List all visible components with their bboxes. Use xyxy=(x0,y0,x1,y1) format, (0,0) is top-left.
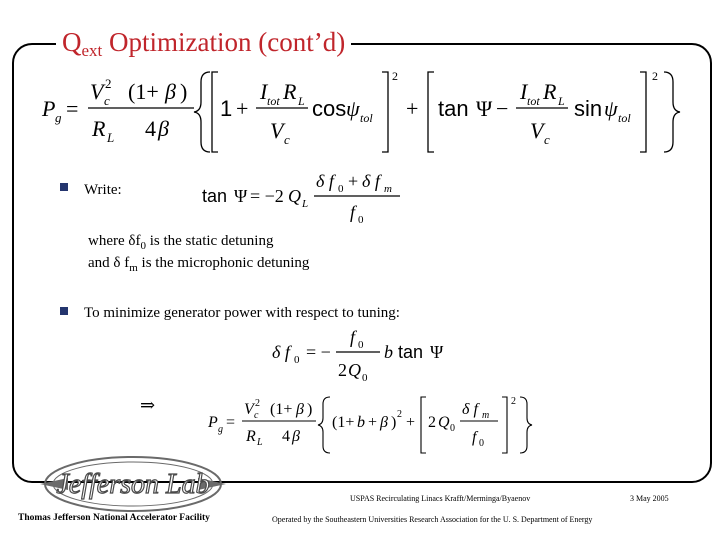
svg-text:tot: tot xyxy=(527,94,540,108)
svg-text:P: P xyxy=(42,96,56,121)
svg-text:β: β xyxy=(158,116,169,141)
svg-text:V: V xyxy=(90,79,104,104)
svg-text:tot: tot xyxy=(267,94,280,108)
svg-text:R: R xyxy=(92,116,106,141)
svg-text:L: L xyxy=(298,94,305,108)
svg-text:sin: sin xyxy=(574,96,603,121)
svg-text:tan: tan xyxy=(202,186,228,206)
svg-text:2: 2 xyxy=(392,69,398,83)
svg-text:c: c xyxy=(284,132,290,147)
svg-text:c: c xyxy=(544,132,550,147)
svg-text:V: V xyxy=(530,118,544,143)
svg-text:P: P xyxy=(208,414,218,431)
svg-text:Ψ: Ψ xyxy=(430,342,444,362)
footer-date: 3 May 2005 xyxy=(630,494,669,503)
svg-text:2: 2 xyxy=(255,398,260,409)
svg-text:+: + xyxy=(236,96,249,121)
svg-text:0: 0 xyxy=(294,354,300,366)
equation-tan-psi xyxy=(200,170,410,233)
svg-text:): ) xyxy=(180,79,188,104)
svg-text:L: L xyxy=(302,198,309,210)
svg-text:δ f: δ f xyxy=(462,401,478,418)
svg-text:cos: cos xyxy=(312,96,347,121)
svg-text:R: R xyxy=(283,79,297,104)
svg-text:m: m xyxy=(384,183,392,195)
svg-text:b: b xyxy=(384,342,393,362)
svg-text:0: 0 xyxy=(450,423,455,434)
detuning-note-microphonic: and δ $f_m$ is the microphonic detuning xyxy=(88,255,310,274)
lab-name: Thomas Jefferson National Accelerator Facility xyxy=(18,513,210,523)
svg-text:δ f: δ f xyxy=(316,171,334,191)
equation-optimized-power xyxy=(206,392,546,461)
equation-generator-power xyxy=(40,66,690,161)
svg-text:c: c xyxy=(254,410,259,421)
footer-operated-by: Operated by the Southeastern Universities Research Association for the U. S. Department of Energy xyxy=(272,515,593,524)
svg-text:4: 4 xyxy=(282,428,290,445)
svg-text:): ) xyxy=(391,414,397,431)
svg-text:0: 0 xyxy=(479,438,484,449)
svg-text:R: R xyxy=(246,428,256,445)
svg-text:4: 4 xyxy=(145,116,156,141)
svg-text:(1+: (1+ xyxy=(332,414,355,431)
svg-text:L: L xyxy=(558,94,565,108)
svg-text:ψ: ψ xyxy=(604,96,618,121)
svg-text:V: V xyxy=(270,118,284,143)
svg-text:tan: tan xyxy=(438,96,469,121)
svg-text:tol: tol xyxy=(618,111,631,125)
svg-text:b: b xyxy=(357,414,365,431)
svg-text:tol: tol xyxy=(360,111,373,125)
svg-text:g: g xyxy=(218,424,223,435)
svg-text:f: f xyxy=(350,202,356,222)
svg-text:−: − xyxy=(496,96,509,121)
svg-text:β: β xyxy=(165,79,176,104)
svg-text:0: 0 xyxy=(358,339,364,351)
equation-optimal-detuning xyxy=(270,326,460,391)
svg-text:2: 2 xyxy=(428,414,436,431)
detuning-note-static: where $\delta f_0$ is the static detuning xyxy=(88,233,274,252)
svg-text:L: L xyxy=(257,437,263,448)
svg-text:0: 0 xyxy=(358,214,364,226)
svg-text:+: + xyxy=(348,171,359,191)
svg-text:+: + xyxy=(406,96,419,121)
bullet-minimize: To minimize generator power with respect to tuning: xyxy=(84,305,400,321)
bullet-write: Write: xyxy=(84,182,122,198)
svg-text:δ f: δ f xyxy=(362,171,380,191)
svg-text:Ψ: Ψ xyxy=(234,186,248,206)
svg-text:m: m xyxy=(482,410,490,421)
svg-text:2: 2 xyxy=(338,360,347,380)
svg-text:Q: Q xyxy=(348,360,361,380)
svg-text:f: f xyxy=(472,429,477,446)
svg-text:2: 2 xyxy=(397,409,402,420)
svg-text:δ f: δ f xyxy=(272,342,290,362)
bullet-marker xyxy=(60,307,68,315)
svg-text:tan: tan xyxy=(398,342,424,362)
svg-text:c: c xyxy=(104,93,110,108)
svg-text:= −2: = −2 xyxy=(250,186,284,206)
svg-text:Q: Q xyxy=(438,414,450,431)
svg-text:0: 0 xyxy=(338,183,344,195)
svg-text:β: β xyxy=(292,428,300,445)
svg-text:Jefferson Lab: Jefferson Lab xyxy=(56,469,210,500)
svg-text:β: β xyxy=(296,401,304,418)
footer-course: USPAS Recirculating Linacs Krafft/Merminga/Byaenov xyxy=(350,494,531,503)
bullet-marker xyxy=(60,183,68,191)
svg-text:2: 2 xyxy=(652,69,658,83)
svg-text:): ) xyxy=(307,401,313,418)
svg-text:I: I xyxy=(260,79,268,104)
svg-text:=: = xyxy=(66,96,79,121)
svg-text:= −: = − xyxy=(306,342,331,362)
svg-text:V: V xyxy=(244,401,254,418)
svg-text:(1+: (1+ xyxy=(128,79,159,104)
svg-text:Q: Q xyxy=(288,186,301,206)
svg-text:=: = xyxy=(226,414,236,431)
jefferson-lab-logo xyxy=(38,452,228,521)
slide-title: $Q_{ext}$ Optimization (cont’d) xyxy=(56,22,351,71)
svg-text:Ψ: Ψ xyxy=(476,96,493,121)
implies-arrow: ⇒ xyxy=(140,395,156,415)
svg-text:2: 2 xyxy=(511,396,516,407)
svg-text:R: R xyxy=(543,79,557,104)
svg-text:+: + xyxy=(406,414,416,431)
svg-text:1: 1 xyxy=(220,96,233,121)
svg-text:ψ: ψ xyxy=(346,96,360,121)
svg-text:(1+: (1+ xyxy=(270,401,293,418)
svg-text:β: β xyxy=(380,414,388,431)
svg-text:I: I xyxy=(520,79,528,104)
svg-text:g: g xyxy=(55,110,62,125)
svg-text:f: f xyxy=(350,327,356,347)
svg-text:L: L xyxy=(107,130,115,145)
svg-text:0: 0 xyxy=(362,372,368,384)
svg-text:2: 2 xyxy=(105,76,112,91)
svg-text:+: + xyxy=(368,414,378,431)
